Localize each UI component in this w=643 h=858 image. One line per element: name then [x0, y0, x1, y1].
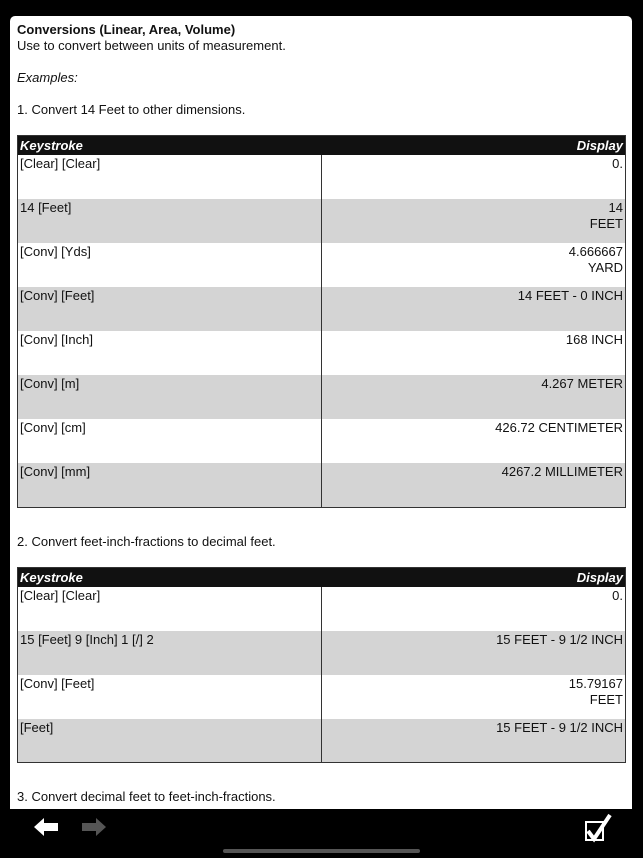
home-indicator	[223, 849, 420, 853]
keystroke-cell: [Conv] [Feet]	[18, 675, 322, 719]
example-2-heading: 2. Convert feet-inch-fractions to decimal feet.	[17, 533, 276, 549]
display-cell	[322, 375, 626, 419]
display-line: 168 INCH	[565, 332, 623, 347]
arrow-left-icon	[34, 818, 60, 836]
keystroke-cell: [Conv] [m]	[18, 375, 322, 419]
table-row	[18, 287, 626, 331]
table-row	[18, 243, 626, 287]
keystroke-cell: 15 [Feet] 9 [Inch] 1 [/] 2	[18, 631, 322, 675]
display-line: 4.267 METER	[541, 376, 623, 391]
example-2-table	[17, 567, 626, 764]
display-cell	[322, 331, 626, 375]
keystroke-cell: [Feet]	[18, 719, 322, 763]
display-cell	[322, 287, 626, 331]
display-line: 15 FEET - 9 1/2 INCH	[496, 719, 623, 735]
display-cell	[322, 243, 626, 287]
table-row	[18, 719, 626, 763]
bottom-toolbar	[0, 809, 643, 858]
table-header-row	[18, 567, 626, 587]
display-cell	[322, 419, 626, 463]
display-line: 4267.2 MILLIMETER	[501, 464, 623, 479]
keystroke-cell: [Clear] [Clear]	[18, 155, 322, 199]
forward-button[interactable]	[80, 818, 106, 836]
example-1-heading: 1. Convert 14 Feet to other dimensions.	[17, 102, 246, 117]
display-cell	[322, 155, 626, 199]
help-page-card	[10, 16, 632, 809]
keystroke-cell: [Conv] [cm]	[18, 419, 322, 463]
checkbox-checked-icon	[584, 813, 614, 843]
page-title: Conversions (Linear, Area, Volume)	[17, 22, 236, 37]
keystroke-cell: [Conv] [Feet]	[18, 287, 322, 331]
table-row	[18, 155, 626, 199]
display-cell	[322, 675, 626, 719]
table-row	[18, 631, 626, 675]
done-button[interactable]	[584, 813, 614, 843]
back-button[interactable]	[34, 818, 60, 836]
display-line: 426.72 CENTIMETER	[495, 420, 623, 435]
display-column-header: Display	[322, 567, 626, 587]
table-header-row	[18, 136, 626, 156]
display-cell	[322, 719, 626, 763]
display-line: FEET	[589, 216, 623, 231]
display-line: FEET	[589, 691, 623, 707]
table-row	[18, 463, 626, 507]
display-line: 15 FEET - 9 1/2 INCH	[496, 631, 623, 647]
example-1-table	[17, 135, 626, 508]
table-row	[18, 375, 626, 419]
keystroke-cell: [Clear] [Clear]	[18, 587, 322, 631]
display-line: 0.	[612, 587, 623, 603]
example-1-table-body	[18, 155, 626, 507]
table-row	[18, 419, 626, 463]
example-3-heading: 3. Convert decimal feet to feet-inch-fractions.	[17, 789, 276, 804]
keystroke-cell: 14 [Feet]	[18, 199, 322, 243]
keystroke-column-header: Keystroke	[18, 567, 322, 587]
display-cell	[322, 463, 626, 507]
table-row	[18, 675, 626, 719]
display-line: 15.79167	[568, 675, 623, 691]
keystroke-cell: [Conv] [mm]	[18, 463, 322, 507]
table-row	[18, 331, 626, 375]
display-column-header: Display	[322, 136, 626, 156]
example-2-table-body	[18, 587, 626, 763]
display-line: 4.666667	[568, 244, 623, 259]
help-content[interactable]	[17, 22, 626, 805]
display-cell	[322, 587, 626, 631]
display-line: 14	[608, 200, 623, 215]
keystroke-cell: [Conv] [Yds]	[18, 243, 322, 287]
display-line: 14 FEET - 0 INCH	[517, 288, 623, 303]
display-line: YARD	[587, 260, 623, 275]
display-line: 0.	[612, 156, 623, 171]
arrow-right-icon	[80, 818, 106, 836]
keystroke-column-header: Keystroke	[18, 136, 322, 156]
examples-label: Examples:	[17, 70, 78, 85]
display-cell	[322, 631, 626, 675]
table-row	[18, 587, 626, 631]
keystroke-cell: [Conv] [Inch]	[18, 331, 322, 375]
display-cell	[322, 199, 626, 243]
page-description: Use to convert between units of measurement.	[17, 38, 286, 53]
table-row	[18, 199, 626, 243]
